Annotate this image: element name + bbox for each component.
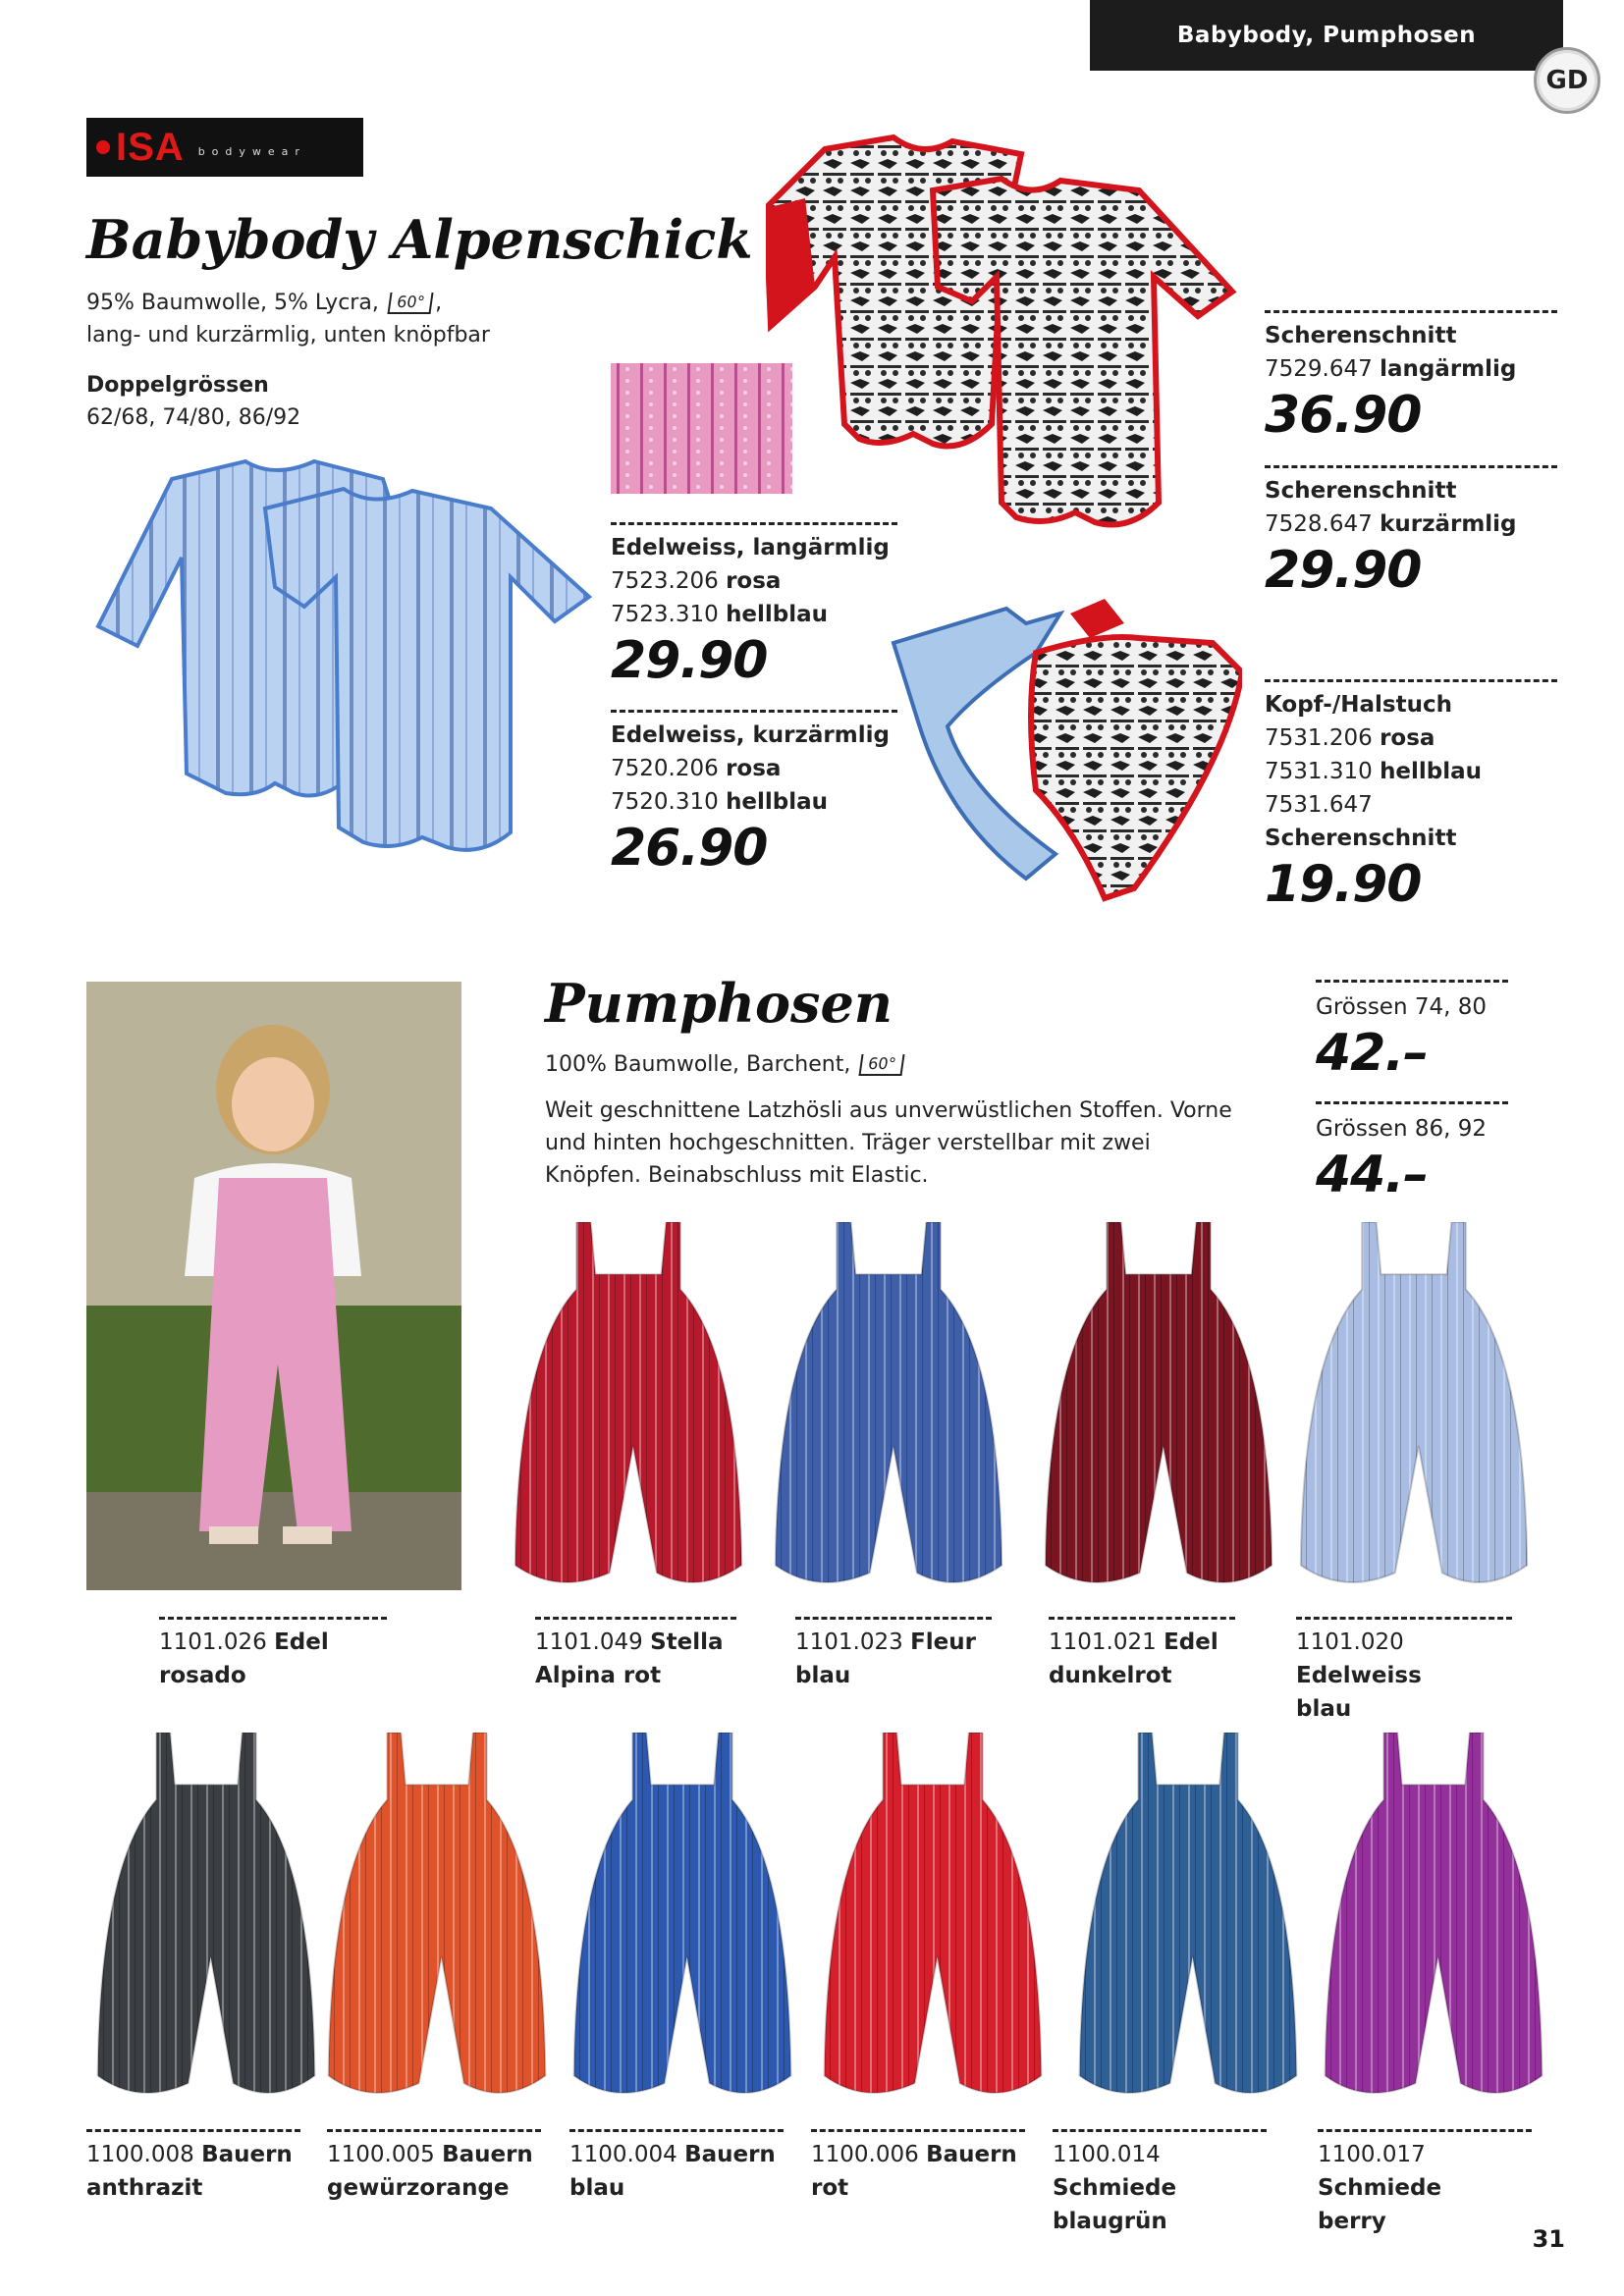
price: 42.– — [1316, 1024, 1429, 1083]
pumphose-label — [86, 2129, 300, 2205]
article-color: gewürzorange — [327, 2175, 510, 2201]
pumphose-image — [93, 1733, 319, 2106]
wash-60-icon: 60° — [859, 1054, 905, 1076]
babybody-description: lang- und kurzärmlig, unten knöpfbar — [86, 323, 490, 347]
article-name: Fleur — [910, 1629, 976, 1655]
divider — [611, 522, 897, 525]
product-edelweiss-lang: Edelweiss, langärmlig 7523.206 rosa 7523.310 hellblau 29.90 — [611, 522, 897, 690]
pumphose-image — [324, 1733, 550, 2106]
article-code: 1100.017 — [1318, 2142, 1426, 2167]
divider — [1265, 310, 1557, 313]
article-code: 1101.020 — [1296, 1629, 1404, 1655]
divider — [569, 2129, 784, 2132]
divider — [795, 1617, 992, 1620]
pumphose-image — [1321, 1733, 1546, 2106]
article-name: Edelweiss — [1296, 1663, 1422, 1688]
pumphose-label — [535, 1617, 736, 1692]
article-color: rosado — [159, 1663, 246, 1688]
pumphosen-description: Weit geschnittene Latzhösli aus unverwüstlichen Stoffen. Vorne und hinten hochgeschnitten. Träger verstellbar mit zwei Knöpfen. Beinabschluss mit Elastic. — [545, 1098, 1232, 1188]
price: 29.90 — [611, 631, 768, 690]
article-code: 1100.008 — [86, 2142, 194, 2167]
divider — [1296, 1617, 1512, 1620]
isa-brand-logo — [86, 118, 363, 177]
divider — [1053, 2129, 1267, 2132]
article-code: 1100.014 — [1053, 2142, 1161, 2167]
article-color: anthrazit — [86, 2175, 203, 2201]
article-code: 1101.026 — [159, 1629, 267, 1655]
pumphose-image — [511, 1222, 746, 1595]
divider — [1265, 679, 1557, 682]
article-color: dunkelrot — [1049, 1663, 1172, 1688]
wash-60-icon: 60° — [387, 293, 433, 314]
pumphose-label — [159, 1617, 387, 1692]
article-color: blau — [1296, 1696, 1352, 1722]
pumphose-image — [1296, 1222, 1532, 1595]
article-color: rot — [811, 2175, 849, 2201]
price: 29.90 — [1265, 541, 1422, 600]
pumphose-image — [1041, 1222, 1276, 1595]
divider — [1316, 980, 1508, 983]
section-header — [1090, 0, 1563, 71]
article-code: 1101.049 — [535, 1629, 643, 1655]
pumphose-label — [327, 2129, 541, 2205]
article-color: blau — [569, 2175, 625, 2201]
pumphose-image — [569, 1733, 795, 2106]
babybody-blue-image — [79, 450, 594, 857]
article-code: 1100.005 — [327, 2142, 435, 2167]
divider — [86, 2129, 300, 2132]
pumphosen-material: 100% Baumwolle, Barchent, 60° — [545, 1048, 907, 1081]
article-color: blau — [795, 1663, 851, 1688]
price: 19.90 — [1265, 855, 1422, 914]
divider — [535, 1617, 736, 1620]
article-name: Stella — [650, 1629, 724, 1655]
article-color: blaugrün — [1053, 2209, 1167, 2234]
babybody-scherenschnitt-image — [766, 130, 1237, 542]
isa-star-icon — [96, 140, 110, 154]
article-name: Edel — [1164, 1629, 1218, 1655]
divider — [327, 2129, 541, 2132]
article-name: Schmiede — [1053, 2175, 1177, 2201]
divider — [1049, 1617, 1235, 1620]
kopftuch-image — [889, 594, 1242, 903]
pumphose-image — [820, 1733, 1046, 2106]
babybody-material: 95% Baumwolle, 5% Lycra, 60° , — [86, 291, 443, 315]
section-title: Babybody, Pumphosen — [1176, 23, 1477, 48]
article-code: 1101.021 — [1049, 1629, 1157, 1655]
pumphose-label — [1296, 1617, 1512, 1726]
divider — [1316, 1101, 1508, 1104]
article-name: Bauern — [684, 2142, 776, 2167]
pumphose-label — [811, 2129, 1025, 2205]
brand-name: ISA — [116, 125, 185, 169]
divider — [1318, 2129, 1532, 2132]
article-name: Schmiede — [1318, 2175, 1442, 2201]
pumphose-label — [1053, 2129, 1267, 2238]
pumphose-image — [771, 1222, 1006, 1595]
price: 44.– — [1316, 1146, 1429, 1204]
pumphosen-title: Pumphosen — [545, 972, 893, 1035]
product-edelweiss-kurz: Edelweiss, kurzärmlig 7520.206 rosa 7520.310 hellblau 26.90 — [611, 710, 897, 878]
sizes-label: Doppelgrössen — [86, 373, 269, 398]
article-name: Bauern — [201, 2142, 293, 2167]
divider — [811, 2129, 1025, 2132]
pumphosen-price-1: Grössen 74, 80 42.– — [1316, 980, 1508, 1083]
product-scherenschnitt-kurz: Scherenschnitt 7528.647 kurzärmlig 29.90 — [1265, 465, 1557, 600]
article-color: berry — [1318, 2209, 1386, 2234]
gd-logo-icon: GD — [1534, 47, 1600, 114]
pumphose-label — [795, 1617, 992, 1692]
child-photo — [86, 982, 461, 1590]
article-code: 1100.006 — [811, 2142, 919, 2167]
article-name: Edel — [274, 1629, 329, 1655]
pumphose-label — [569, 2129, 784, 2205]
article-name: Bauern — [442, 2142, 533, 2167]
product-scherenschnitt-lang: Scherenschnitt 7529.647 langärmlig 36.90 — [1265, 310, 1557, 445]
pumphose-label — [1049, 1617, 1235, 1692]
article-code: 1100.004 — [569, 2142, 677, 2167]
article-code: 1101.023 — [795, 1629, 903, 1655]
article-name: Bauern — [926, 2142, 1017, 2167]
pumphose-label — [1318, 2129, 1532, 2238]
pumphosen-price-2: Grössen 86, 92 44.– — [1316, 1101, 1508, 1204]
article-color: Alpina rot — [535, 1663, 662, 1688]
product-kopftuch: Kopf-/Halstuch 7531.206 rosa 7531.310 hellblau 7531.647 Scherenschnitt 19.90 — [1265, 679, 1557, 914]
brand-tagline: bodywear — [197, 144, 306, 158]
divider — [159, 1617, 387, 1620]
divider — [1265, 465, 1557, 468]
babybody-title: Babybody Alpenschick — [86, 208, 753, 271]
page-number: 31 — [1532, 2225, 1565, 2253]
divider — [611, 710, 897, 713]
pumphose-image — [1075, 1733, 1301, 2106]
price: 26.90 — [611, 819, 768, 878]
sizes-value: 62/68, 74/80, 86/92 — [86, 405, 301, 430]
price: 36.90 — [1265, 386, 1422, 445]
